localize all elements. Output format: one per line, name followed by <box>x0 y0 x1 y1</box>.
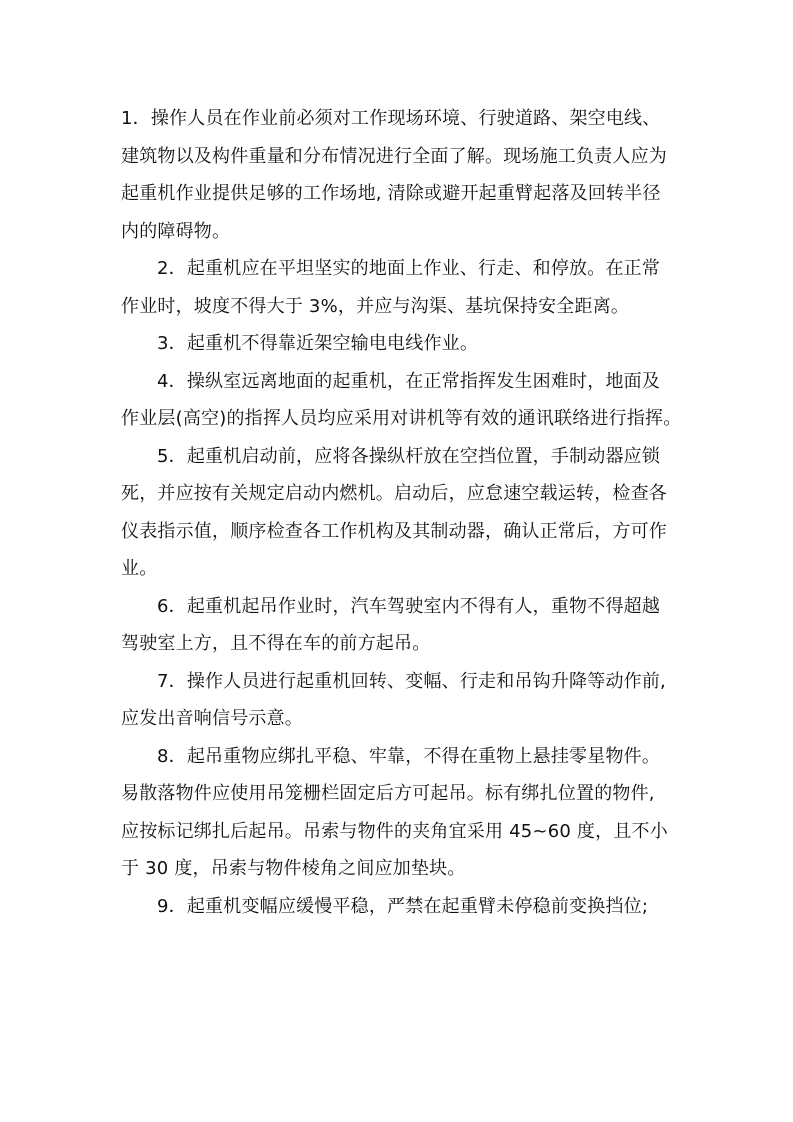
text-line: 内的障碍物。 <box>121 220 231 242</box>
text-line: 应按标记绑扎后起吊。吊索与物件的夹角宜采用 45~60 度，且不小 <box>121 820 668 842</box>
text-line: 5．起重机启动前，应将各操纵杆放在空挡位置，手制动器应锁 <box>157 445 661 467</box>
text-line: 8．起吊重物应绑扎平稳、牢靠，不得在重物上悬挂零星物件。 <box>157 745 661 767</box>
text-line: 1．操作人员在作业前必须对工作现场环境、行驶道路、架空电线、 <box>121 108 661 129</box>
text-line: 9．起重机变幅应缓慢平稳，严禁在起重臂未停稳前变换挡位; <box>157 895 649 917</box>
text-line: 作业层(高空)的指挥人员均应采用对讲机等有效的通讯联络进行指挥。 <box>121 408 682 429</box>
text-line: 驾驶室上方，且不得在车的前方起吊。 <box>121 633 431 654</box>
text-line: 6．起重机起吊作业时，汽车驾驶室内不得有人，重物不得超越 <box>157 595 661 617</box>
text-line: 4．操纵室远离地面的起重机，在正常指挥发生困难时，地面及 <box>157 370 661 392</box>
text-line: 仪表指示值，顺序检查各工作机构及其制动器，确认正常后，方可作 <box>121 520 667 542</box>
text-line: 7．操作人员进行起重机回转、变幅、行走和吊钩升降等动作前, <box>157 670 666 692</box>
text-line: 应发出音响信号示意。 <box>121 708 303 729</box>
text-line: 业。 <box>121 558 158 579</box>
text-line: 易散落物件应使用吊笼栅栏固定后方可起吊。标有绑扎位置的物件, <box>121 783 655 804</box>
text-line: 作业时，坡度不得大于 3%，并应与沟渠、基坑保持安全距离。 <box>121 295 630 317</box>
document-body <box>121 100 682 925</box>
text-line: 于 30 度，吊索与物件棱角之间应加垫块。 <box>121 858 466 879</box>
text-line: 3．起重机不得靠近架空输电电线作业。 <box>157 333 479 354</box>
text-line: 建筑物以及构件重量和分布情况进行全面了解。现场施工负责人应为 <box>121 145 667 167</box>
text-line: 2．起重机应在平坦坚实的地面上作业、行走、和停放。在正常 <box>157 258 661 279</box>
text-line: 起重机作业提供足够的工作场地, 清除或避开起重臂起落及回转半径 <box>121 183 661 204</box>
text-line: 死，并应按有关规定启动内燃机。启动后，应怠速空载运转，检查各 <box>121 483 667 504</box>
